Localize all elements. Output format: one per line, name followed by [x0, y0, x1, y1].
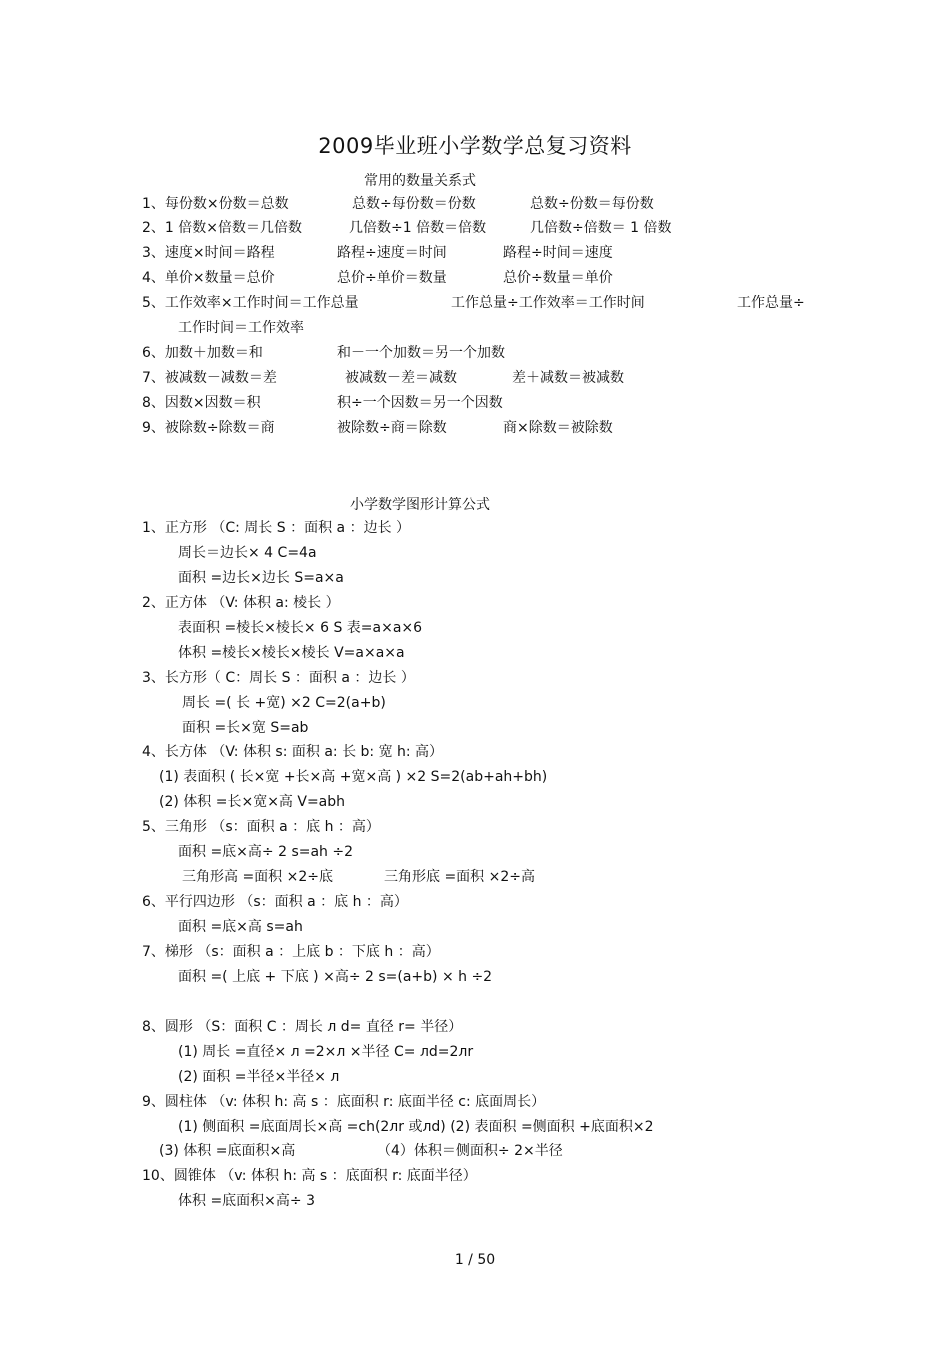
formula-segment: 周长 =( 长 +宽) ×2 C=2(a+b)	[182, 695, 386, 711]
formula-segment: 体积 =棱长×棱长×棱长 V=a×a×a	[178, 645, 405, 661]
document-title: 2009毕业班小学数学总复习资料	[318, 134, 632, 158]
formula-segment: 差＋减数＝被减数	[512, 370, 624, 386]
formula-segment: 三角形底 =面积 ×2÷高	[384, 869, 535, 885]
formula-segment: 三角形高 =面积 ×2÷底	[182, 869, 333, 885]
formula-segment: 周长＝边长× 4 C=4a	[178, 545, 317, 561]
formula-segment: 7、梯形 （s：面积 a ：上底 b ：下底 h ：高）	[142, 944, 440, 960]
formula-segment: 6、加数＋加数＝和	[142, 345, 263, 361]
formula-segment: 商×除数＝被除数	[503, 420, 613, 436]
formula-segment: 面积 =边长×边长 S=a×a	[178, 570, 344, 586]
formula-segment: 和－一个加数＝另一个加数	[337, 345, 505, 361]
formula-segment: 总数÷每份数＝份数	[352, 196, 476, 212]
formula-segment: 1、每份数×份数＝总数	[142, 196, 289, 212]
formula-segment: 10、圆锥体 （v: 体积 h: 高 s ：底面积 r: 底面半径）	[142, 1168, 477, 1184]
formula-segment: 被除数÷商＝除数	[337, 420, 447, 436]
section-heading-quantity-relations: 常用的数量关系式	[364, 173, 476, 189]
formula-segment: 工作时间＝工作效率	[178, 320, 304, 336]
formula-segment: 几倍数÷1 倍数＝倍数	[349, 220, 487, 236]
formula-segment: 5、三角形 （s：面积 a ：底 h ：高）	[142, 819, 380, 835]
formula-segment: 8、圆形 （S：面积 C ：周长 л d= 直径 r= 半径）	[142, 1019, 463, 1035]
formula-segment: 工作总量÷	[737, 295, 805, 311]
formula-segment: 被减数－差＝减数	[345, 370, 457, 386]
formula-segment: (1) 表面积 ( 长×宽 +长×高 +宽×高 ) ×2 S=2(ab+ah+bh)	[159, 769, 548, 785]
formula-segment: 总数÷份数＝每份数	[530, 196, 654, 212]
formula-segment: 总价÷单价＝数量	[337, 270, 447, 286]
formula-segment: 7、被减数－减数＝差	[142, 370, 277, 386]
formula-segment: 9、圆柱体 （v: 体积 h: 高 s ：底面积 r: 底面半径 c: 底面周长）	[142, 1094, 546, 1110]
formula-segment: 4、单价×数量＝总价	[142, 270, 275, 286]
formula-segment: 面积 =底×高 s=ah	[178, 919, 303, 935]
formula-segment: 9、被除数÷除数＝商	[142, 420, 275, 436]
formula-segment: (2) 面积 =半径×半径× л	[178, 1069, 340, 1085]
formula-segment: 4、长方体 （V: 体积 s: 面积 a: 长 b: 宽 h: 高）	[142, 744, 444, 760]
formula-segment: 面积 =长×宽 S=ab	[182, 720, 309, 736]
formula-segment: 体积 =底面积×高÷ 3	[178, 1193, 315, 1209]
formula-segment: 面积 =( 上底 + 下底 ) ×高÷ 2 s=(a+b) × h ÷2	[178, 969, 493, 985]
formula-segment: （4）体积＝侧面积÷ 2×半径	[377, 1143, 563, 1159]
formula-segment: 几倍数÷倍数＝ 1 倍数	[530, 220, 672, 236]
formula-segment: 6、平行四边形 （s：面积 a ：底 h ：高）	[142, 894, 408, 910]
formula-segment: 总价÷数量＝单价	[503, 270, 613, 286]
formula-segment: 路程÷时间＝速度	[503, 245, 613, 261]
formula-segment: 2、正方体 （V: 体积 a: 棱长 ）	[142, 595, 340, 611]
formula-segment: 3、速度×时间＝路程	[142, 245, 275, 261]
formula-segment: 路程÷速度＝时间	[337, 245, 447, 261]
section-heading-geometry-formulas: 小学数学图形计算公式	[350, 497, 490, 513]
page-number: 1 / 50	[454, 1252, 496, 1268]
formula-segment: (1) 周长 =直径× л =2×л ×半径 C= лd=2лr	[178, 1044, 474, 1060]
formula-segment: 2、1 倍数×倍数＝几倍数	[142, 220, 302, 236]
formula-segment: 积÷一个因数＝另一个因数	[337, 395, 503, 411]
formula-segment: (1) 侧面积 =底面周长×高 =ch(2лr 或лd) (2) 表面积 =侧面积 +底面积×2	[178, 1119, 654, 1135]
formula-segment: 工作总量÷工作效率＝工作时间	[451, 295, 645, 311]
formula-segment: 5、工作效率×工作时间＝工作总量	[142, 295, 359, 311]
formula-segment: (3) 体积 =底面积×高	[159, 1143, 296, 1159]
formula-segment: 表面积 =棱长×棱长× 6 S 表=a×a×6	[178, 620, 423, 636]
formula-segment: 1、正方形 （C: 周长 S ：面积 a ：边长 ）	[142, 520, 411, 536]
formula-segment: (2) 体积 =长×宽×高 V=abh	[159, 794, 346, 810]
formula-segment: 8、因数×因数＝积	[142, 395, 261, 411]
formula-segment: 3、长方形（ C：周长 S ：面积 a ：边长 ）	[142, 670, 415, 686]
formula-segment: 面积 =底×高÷ 2 s=ah ÷2	[178, 844, 354, 860]
